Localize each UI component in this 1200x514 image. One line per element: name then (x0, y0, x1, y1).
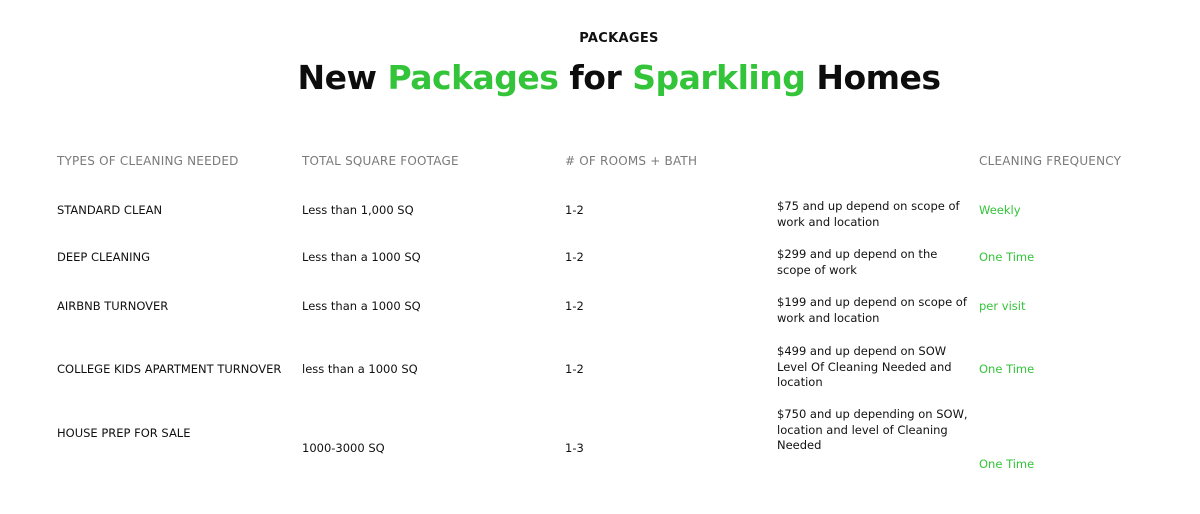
cell-frequency: Weekly (979, 203, 1021, 217)
headline-part-5: Homes (805, 58, 941, 97)
cell-price: $499 and up depend on SOW Level Of Cleaning Needed and location (777, 344, 952, 389)
cell-price: $199 and up depend on scope of work and location (777, 295, 967, 325)
cell-rooms: 1-2 (565, 203, 584, 217)
cell-frequency: One Time (979, 457, 1035, 471)
headline-part-1: New (297, 58, 388, 97)
cell-price: $750 and up depending on SOW, location and level of Cleaning Needed (777, 407, 968, 452)
column-header-frequency: CLEANING FREQUENCY (979, 154, 1122, 168)
cell-type: AIRBNB TURNOVER (57, 299, 169, 313)
headline-accent-packages: Packages (387, 58, 559, 97)
cell-price: $75 and up depend on scope of work and location (777, 199, 960, 229)
cell-rooms: 1-3 (565, 441, 584, 455)
column-header-square-footage: TOTAL SQUARE FOOTAGE (302, 154, 459, 168)
column-header-rooms: # OF ROOMS + BATH (565, 154, 698, 168)
cell-square-footage: Less than a 1000 SQ (302, 250, 421, 264)
cell-rooms: 1-2 (565, 299, 584, 313)
cell-square-footage: Less than 1,000 SQ (302, 203, 414, 217)
cell-square-footage: Less than a 1000 SQ (302, 299, 421, 313)
cell-type: STANDARD CLEAN (57, 203, 163, 217)
headline-part-3: for (558, 58, 633, 97)
cell-frequency: per visit (979, 299, 1026, 313)
cell-type: DEEP CLEANING (57, 250, 151, 264)
cell-square-footage: less than a 1000 SQ (302, 362, 418, 376)
headline-accent-sparkling: Sparkling (632, 58, 806, 97)
cell-square-footage: 1000-3000 SQ (302, 441, 385, 455)
cell-frequency: One Time (979, 250, 1035, 264)
page-headline (0, 58, 1200, 97)
column-header-type: TYPES OF CLEANING NEEDED (57, 154, 239, 168)
cell-rooms: 1-2 (565, 362, 584, 376)
cell-type: COLLEGE KIDS APARTMENT TURNOVER (57, 362, 282, 376)
packages-eyebrow: PACKAGES (579, 31, 659, 46)
cell-price: $299 and up depend on the scope of work (777, 247, 938, 277)
cell-type: HOUSE PREP FOR SALE (57, 426, 191, 440)
cell-rooms: 1-2 (565, 250, 584, 264)
cell-frequency: One Time (979, 362, 1035, 376)
